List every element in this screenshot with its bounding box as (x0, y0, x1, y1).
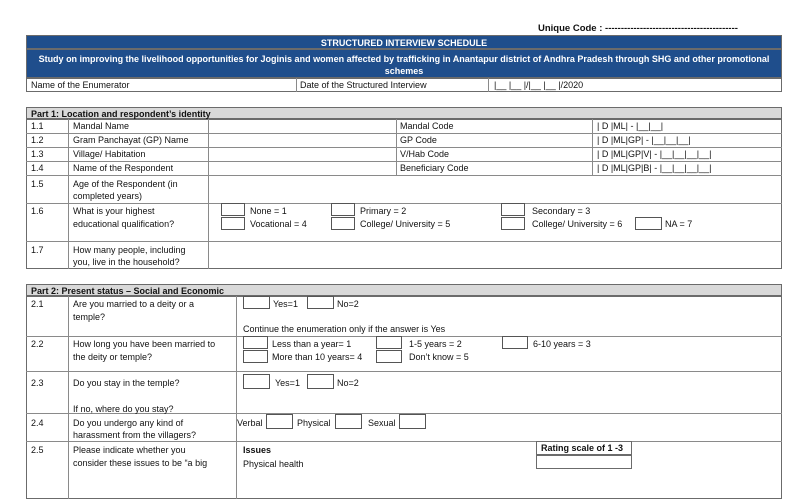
checkbox-gt10yr[interactable] (243, 350, 268, 363)
issues-header: Issues (243, 445, 272, 455)
q1-3-code-label: V/Hab Code (400, 149, 450, 159)
checkbox-physical[interactable] (335, 414, 362, 429)
q2-3-no: No=2 (337, 378, 359, 388)
q2-1-note: Continue the enumeration only if the answer is Yes (243, 324, 446, 334)
q1-7-line1: How many people, including (73, 245, 186, 255)
checkbox-primary[interactable] (331, 203, 355, 216)
q2-1-line2: temple? (73, 312, 106, 322)
q1-6-line1: What is your highest (73, 206, 155, 216)
opt-none: None = 1 (250, 206, 287, 216)
q2-4-line2: harassment from the villagers? (73, 430, 197, 440)
rating-header: Rating scale of 1 -3 (541, 443, 624, 453)
q2-2-num: 2.2 (31, 339, 44, 349)
q1-7-line2: you, live in the household? (73, 257, 180, 267)
q1-2-code-label: GP Code (400, 135, 437, 145)
q1-5-line1: Age of the Respondent (in (73, 179, 178, 189)
q1-4-num: 1.4 (31, 163, 44, 173)
part1-heading: Part 1: Location and respondent’s identity (26, 107, 782, 119)
date-label: Date of the Structured Interview (300, 80, 427, 90)
q2-3-num: 2.3 (31, 378, 44, 388)
opt-secondary: Secondary = 3 (532, 206, 591, 216)
checkbox-lt1yr[interactable] (243, 336, 268, 349)
study-title: Study on improving the livelihood opportunities for Joginis and women affected by trafficking in Anantapur district of Andhra Pradesh through SHG and other promotional schemes (26, 49, 782, 78)
q1-1-label: Mandal Name (73, 121, 130, 131)
q1-6-num: 1.6 (31, 206, 44, 216)
q1-2-label: Gram Panchayat (GP) Name (73, 135, 189, 145)
opt-physical: Physical (297, 418, 331, 428)
checkbox-secondary[interactable] (501, 203, 525, 216)
q1-3-label: Village/ Habitation (73, 149, 146, 159)
q1-1-code-label: Mandal Code (400, 121, 454, 131)
q1-7-num: 1.7 (31, 245, 44, 255)
q2-5-line1: Please indicate whether you (73, 445, 186, 455)
opt-na: NA = 7 (665, 219, 693, 229)
checkbox-temple-yes[interactable] (243, 374, 270, 389)
q2-5-line2: consider these issues to be “a big (73, 458, 208, 468)
opt-verbal: Verbal (237, 418, 263, 428)
q1-3-num: 1.3 (31, 149, 44, 159)
checkbox-college-6[interactable] (501, 217, 525, 230)
q2-4-line1: Do you undergo any kind of (73, 418, 184, 428)
opt-sexual: Sexual (368, 418, 396, 428)
q1-2-code[interactable]: | D |ML|GP| - |__|__|__| (597, 135, 691, 145)
opt-vocational: Vocational = 4 (250, 219, 307, 229)
q2-1-no: No=2 (337, 299, 359, 309)
schedule-title: STRUCTURED INTERVIEW SCHEDULE (26, 35, 782, 49)
q2-4-num: 2.4 (31, 418, 44, 428)
q2-1-yes: Yes=1 (273, 299, 298, 309)
checkbox-vocational[interactable] (221, 217, 245, 230)
q2-2-line1: How long you have been married to (73, 339, 216, 349)
checkbox-sexual[interactable] (399, 414, 426, 429)
q1-3-code[interactable]: | D |ML|GP|V| - |__|__|__|__| (597, 149, 712, 159)
checkbox-1-5yr[interactable] (376, 336, 402, 349)
rating-input[interactable] (536, 455, 632, 469)
date-field[interactable]: |__ |__ |/|__ |__ |/2020 (494, 80, 584, 90)
opt-college-5: College/ University = 5 (360, 219, 451, 229)
opt-gt10yr: More than 10 years= 4 (272, 352, 363, 362)
checkbox-6-10yr[interactable] (502, 336, 528, 349)
unique-code: Unique Code : ------------------------------------------ (538, 23, 738, 34)
q1-4-code-label: Beneficiary Code (400, 163, 469, 173)
checkbox-college-5[interactable] (331, 217, 355, 230)
q1-5-num: 1.5 (31, 179, 44, 189)
opt-dontknow: Don’t know = 5 (409, 352, 469, 362)
opt-primary: Primary = 2 (360, 206, 407, 216)
checkbox-married-yes[interactable] (243, 296, 270, 309)
opt-6-10yr: 6-10 years = 3 (533, 339, 591, 349)
q1-6-line2: educational qualification? (73, 219, 175, 229)
q2-1-num: 2.1 (31, 299, 44, 309)
q1-4-label: Name of the Respondent (73, 163, 174, 173)
q2-3-followup: If no, where do you stay? (73, 404, 174, 414)
opt-lt1yr: Less than a year= 1 (272, 339, 352, 349)
q1-2-num: 1.2 (31, 135, 44, 145)
checkbox-verbal[interactable] (266, 414, 293, 429)
q2-5-num: 2.5 (31, 445, 44, 455)
q1-1-code[interactable]: | D |ML| - |__|__| (597, 121, 664, 131)
enumerator-label: Name of the Enumerator (31, 80, 130, 90)
checkbox-na[interactable] (635, 217, 662, 230)
q2-3-yes: Yes=1 (275, 378, 300, 388)
q1-4-code[interactable]: | D |ML|GP|B| - |__|__|__|__| (597, 163, 712, 173)
checkbox-dontknow[interactable] (376, 350, 402, 363)
checkbox-none[interactable] (221, 203, 245, 216)
opt-1-5yr: 1-5 years = 2 (409, 339, 462, 349)
checkbox-married-no[interactable] (307, 296, 334, 309)
part2-heading: Part 2: Present status – Social and Economic (26, 284, 782, 296)
checkbox-temple-no[interactable] (307, 374, 334, 389)
q2-2-line2: the deity or temple? (73, 352, 153, 362)
opt-college-6: College/ University = 6 (532, 219, 623, 229)
q2-1-line1: Are you married to a deity or a (73, 299, 195, 309)
issue-physical-health: Physical health (243, 459, 304, 469)
q1-5-line2: completed years) (73, 191, 143, 201)
q1-1-num: 1.1 (31, 121, 44, 131)
q2-3-line1: Do you stay in the temple? (73, 378, 180, 388)
